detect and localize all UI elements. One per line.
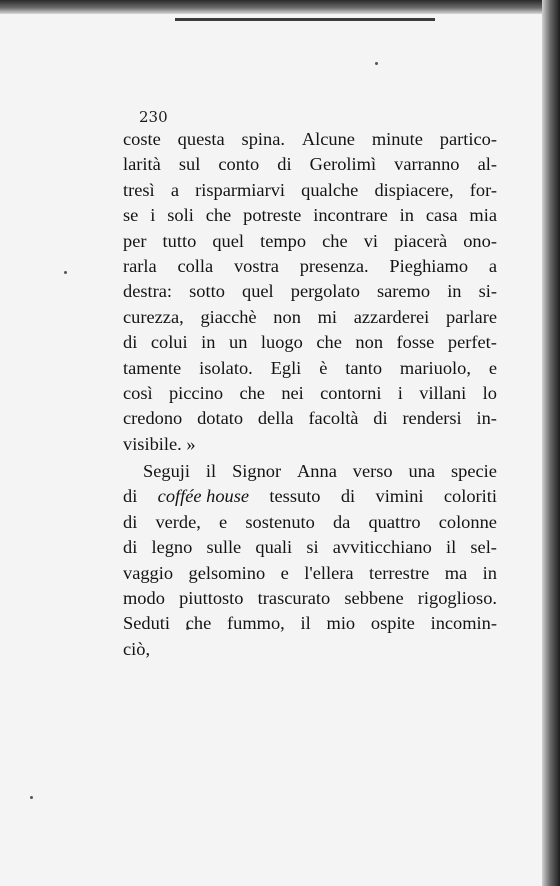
word: sostenuto bbox=[245, 511, 315, 532]
word: qualche bbox=[301, 179, 359, 200]
word: sebbene bbox=[344, 588, 404, 609]
word: che bbox=[322, 230, 348, 251]
word: questa bbox=[177, 129, 225, 149]
word: pergolato bbox=[290, 281, 360, 302]
word: incontrare bbox=[313, 205, 388, 226]
word: si- bbox=[478, 281, 497, 302]
word: soli bbox=[167, 205, 194, 226]
word: colonne bbox=[438, 511, 497, 532]
word: incomin- bbox=[430, 613, 497, 634]
word: in bbox=[399, 205, 414, 226]
word: quattro bbox=[368, 511, 421, 532]
word: avviticchiano bbox=[332, 537, 432, 558]
word: piuttosto bbox=[179, 588, 244, 609]
word: ono- bbox=[463, 230, 497, 251]
word: Egli bbox=[270, 357, 302, 378]
text-line bbox=[123, 229, 497, 254]
word: mi bbox=[317, 306, 338, 327]
word: sulle bbox=[206, 537, 242, 558]
word: si bbox=[306, 537, 319, 558]
word: perfet- bbox=[447, 332, 497, 353]
word: colui bbox=[150, 332, 188, 353]
word: modo bbox=[123, 588, 165, 609]
word: il bbox=[205, 461, 217, 482]
word: azzarderei bbox=[353, 306, 430, 327]
text-line bbox=[123, 611, 497, 636]
word: in- bbox=[476, 408, 497, 429]
scan-top-edge bbox=[0, 0, 560, 14]
word: non bbox=[273, 306, 301, 327]
word: una bbox=[408, 461, 436, 482]
word: parlare bbox=[445, 306, 497, 327]
word: tempo bbox=[260, 230, 307, 251]
word: di bbox=[123, 511, 138, 532]
word: quel bbox=[242, 281, 274, 302]
word: che bbox=[185, 613, 212, 634]
word: al- bbox=[477, 154, 497, 175]
word: i bbox=[150, 205, 156, 226]
text-line bbox=[123, 535, 497, 560]
word: rarla bbox=[123, 255, 157, 276]
word: in bbox=[482, 562, 497, 583]
word: fummo, bbox=[227, 613, 285, 634]
word: larità bbox=[123, 154, 161, 175]
word: da bbox=[332, 511, 351, 532]
word: l'ellera bbox=[304, 562, 354, 583]
word: piacerà bbox=[394, 230, 448, 251]
word: e bbox=[219, 511, 228, 532]
word: casa bbox=[425, 205, 458, 226]
word: presenza. bbox=[299, 255, 369, 276]
word: spina. bbox=[241, 129, 285, 149]
word: ospite bbox=[370, 613, 415, 634]
word: nei bbox=[281, 382, 304, 403]
text-line bbox=[123, 381, 497, 406]
word: ciò, bbox=[123, 638, 151, 659]
word: quel bbox=[212, 230, 245, 251]
text-line bbox=[123, 127, 497, 152]
word: villani bbox=[419, 382, 467, 403]
word: credono bbox=[123, 408, 183, 429]
word: in bbox=[201, 332, 216, 353]
word: curezza, bbox=[123, 306, 184, 327]
word: verde, bbox=[155, 511, 201, 532]
text-line bbox=[123, 561, 497, 586]
word: rendersi bbox=[402, 408, 462, 429]
text-line bbox=[123, 305, 497, 330]
word: se bbox=[123, 205, 139, 226]
word: legno bbox=[151, 537, 193, 558]
word: un bbox=[229, 332, 248, 353]
word: vaggio bbox=[123, 562, 174, 583]
word: vimini bbox=[375, 486, 424, 507]
paragraph-first-line bbox=[123, 459, 497, 484]
word: tessuto bbox=[269, 486, 321, 507]
word: tresì bbox=[123, 179, 155, 200]
word: il bbox=[445, 537, 457, 558]
text-line bbox=[123, 279, 497, 304]
word: specie bbox=[451, 461, 497, 482]
word: così bbox=[123, 382, 153, 403]
word: rigoglioso. bbox=[417, 588, 497, 609]
word: per bbox=[123, 230, 147, 251]
word: sotto bbox=[189, 281, 225, 302]
word: in bbox=[447, 281, 462, 302]
text-line bbox=[123, 356, 497, 381]
word: varranno bbox=[394, 154, 460, 175]
word: coste bbox=[123, 129, 161, 149]
word: e bbox=[280, 562, 289, 583]
word: tanto bbox=[345, 357, 383, 378]
text-line bbox=[123, 330, 497, 355]
text-line bbox=[123, 510, 497, 535]
italic-phrase: coffée house bbox=[157, 486, 250, 507]
word: fosse bbox=[396, 332, 435, 353]
word: il bbox=[300, 613, 311, 634]
word: di bbox=[123, 486, 138, 507]
body-text bbox=[123, 127, 497, 662]
ink-speck bbox=[375, 62, 378, 65]
text-line bbox=[123, 254, 497, 279]
word: mio bbox=[326, 613, 356, 634]
word: conto bbox=[218, 154, 260, 175]
word: piccino bbox=[168, 382, 224, 403]
text-line bbox=[123, 586, 497, 611]
word: quali bbox=[255, 537, 293, 558]
word: risparmiarvi bbox=[195, 179, 286, 200]
word: mariuolo, bbox=[399, 357, 471, 378]
text-line bbox=[123, 406, 497, 431]
word: è bbox=[319, 357, 328, 378]
word: minute bbox=[371, 129, 423, 149]
word: di bbox=[340, 486, 356, 507]
word: di bbox=[123, 332, 138, 353]
word: destra: bbox=[123, 281, 173, 302]
word: Pieghiamo bbox=[389, 255, 469, 276]
word: i bbox=[397, 382, 403, 403]
word: for- bbox=[469, 179, 497, 200]
word: facoltà bbox=[308, 408, 359, 429]
ink-speck bbox=[30, 796, 33, 799]
ink-speck bbox=[64, 271, 67, 274]
word: dotato bbox=[197, 408, 244, 429]
word: della bbox=[257, 408, 294, 429]
binding-edge bbox=[542, 0, 560, 886]
text-line bbox=[123, 152, 497, 177]
word: partico- bbox=[439, 129, 497, 149]
word: coloriti bbox=[443, 486, 497, 507]
word: che bbox=[205, 205, 232, 226]
word: vi bbox=[363, 230, 379, 251]
word: che bbox=[316, 332, 342, 353]
word: Alcune bbox=[301, 129, 355, 149]
word: tamente bbox=[123, 357, 182, 378]
word: Gerolimì bbox=[309, 154, 377, 175]
word: tutto bbox=[162, 230, 197, 251]
word: isolato. bbox=[199, 357, 253, 378]
word: Anna bbox=[297, 461, 337, 482]
word: non bbox=[355, 332, 384, 353]
word: e bbox=[488, 357, 497, 378]
word: ma bbox=[444, 562, 468, 583]
word: giacchè bbox=[200, 306, 257, 327]
word: visibile. » bbox=[123, 433, 196, 454]
word: mia bbox=[469, 205, 497, 226]
word: terrestre bbox=[369, 562, 430, 583]
word: a bbox=[170, 179, 179, 200]
word: gelsomino bbox=[188, 562, 266, 583]
text-line bbox=[123, 178, 497, 203]
word: di bbox=[373, 408, 388, 429]
word: verso bbox=[352, 461, 393, 482]
word: saremo bbox=[376, 281, 431, 302]
word: Signor bbox=[232, 461, 282, 482]
word: colla bbox=[177, 255, 214, 276]
word: potreste bbox=[243, 205, 302, 226]
word: Seguji bbox=[143, 461, 191, 482]
word: che bbox=[239, 382, 265, 403]
word: dispiacere, bbox=[374, 179, 454, 200]
text-line bbox=[123, 637, 497, 662]
word: sul bbox=[178, 154, 201, 175]
word: vostra bbox=[233, 255, 279, 276]
word: contorni bbox=[320, 382, 382, 403]
text-line bbox=[123, 432, 497, 457]
word: a bbox=[488, 255, 497, 276]
word: Seduti bbox=[123, 613, 171, 634]
text-line bbox=[123, 484, 497, 509]
word: trascurato bbox=[257, 588, 331, 609]
word: di bbox=[123, 537, 138, 558]
header-rule bbox=[175, 18, 435, 21]
word: luogo bbox=[260, 332, 303, 353]
word: di bbox=[277, 154, 292, 175]
page-number: 230 bbox=[139, 108, 168, 126]
word: sel- bbox=[470, 537, 497, 558]
text-line bbox=[123, 203, 497, 228]
word: lo bbox=[482, 382, 497, 403]
